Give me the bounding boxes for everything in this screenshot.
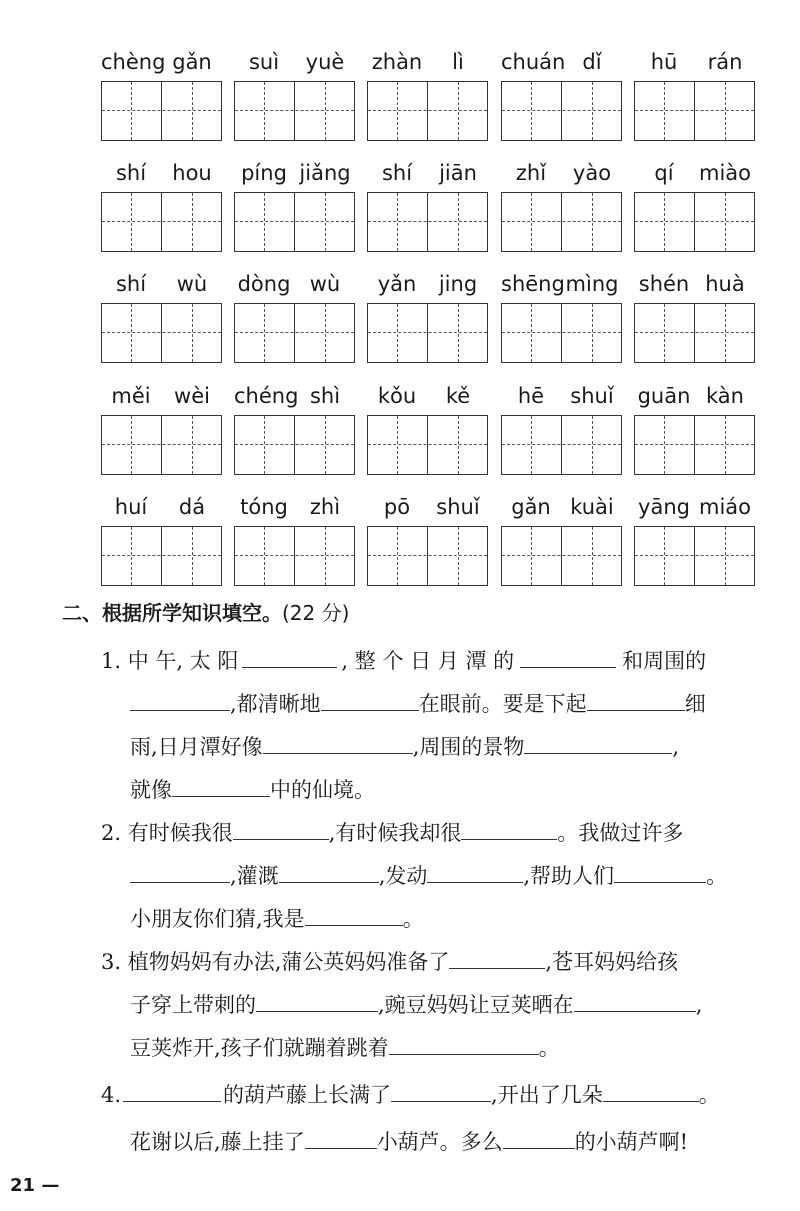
question-2-line-3 (130, 903, 424, 934)
character-writing-box[interactable] (367, 526, 488, 586)
answer-blank[interactable] (574, 989, 696, 1012)
question-text: ,周围的景物 (412, 735, 525, 759)
answer-blank[interactable] (524, 731, 672, 754)
question-text: 2. 有时候我很 (101, 821, 233, 845)
answer-blank[interactable] (427, 860, 523, 883)
question-text: ,开出了几朵 (491, 1083, 603, 1107)
question-text: 中的仙境。 (270, 778, 375, 802)
pinyin-syllable: shí (381, 161, 413, 185)
pinyin-syllable: qí (654, 161, 674, 185)
pinyin-syllable: shuǐ (436, 495, 480, 519)
pinyin-syllable: jiǎng (299, 161, 351, 185)
answer-blank[interactable] (614, 860, 706, 883)
answer-blank[interactable] (263, 731, 413, 754)
question-text: ,灌溉 (230, 864, 279, 888)
question-text: , (672, 735, 680, 759)
pinyin-syllable: wù (309, 272, 341, 296)
pinyin-syllable: miáo (698, 495, 751, 519)
question-1-line-4 (130, 774, 375, 805)
character-writing-box[interactable] (101, 81, 222, 141)
pinyin-syllable: wù (176, 272, 208, 296)
character-writing-box[interactable] (101, 526, 222, 586)
answer-blank[interactable] (242, 645, 337, 668)
answer-blank[interactable] (389, 1032, 539, 1055)
question-text: 花谢以后,藤上挂了 (130, 1130, 305, 1154)
pinyin-syllable: miào (698, 161, 751, 185)
pinyin-syllable: shì (309, 384, 341, 408)
answer-blank[interactable] (391, 1079, 491, 1102)
answer-blank[interactable] (123, 1079, 221, 1102)
pinyin-syllable: hou (172, 161, 212, 185)
character-writing-box[interactable] (501, 81, 622, 141)
pinyin-syllable: yào (572, 161, 612, 185)
section-score: (22 分) (282, 601, 350, 625)
question-1-line-2 (130, 688, 706, 719)
answer-blank[interactable] (587, 688, 685, 711)
character-writing-box[interactable] (501, 303, 622, 363)
question-text: 小葫芦。多么 (376, 1130, 503, 1154)
pinyin-syllable: rán (707, 50, 743, 74)
pinyin-syllable: gǎn (511, 495, 551, 519)
question-text: 在眼前。要是下起 (418, 692, 587, 716)
answer-blank[interactable] (449, 946, 545, 969)
character-writing-box[interactable] (367, 415, 488, 475)
answer-blank[interactable] (305, 1126, 377, 1149)
question-text: 就像 (130, 778, 172, 802)
character-writing-box[interactable] (634, 81, 755, 141)
question-text: 豆荚炸开,孩子们就蹦着跳着 (130, 1036, 389, 1060)
pinyin-syllable: wèi (174, 384, 210, 408)
pinyin-syllable: yāng (638, 495, 690, 519)
answer-blank[interactable] (520, 645, 616, 668)
answer-blank[interactable] (130, 688, 230, 711)
pinyin-syllable: suì (248, 50, 280, 74)
answer-blank[interactable] (305, 903, 403, 926)
question-text: 。 (402, 907, 424, 931)
question-text: 的小葫芦啊! (574, 1130, 689, 1154)
answer-blank[interactable] (233, 817, 329, 840)
question-4-line-2 (130, 1126, 688, 1157)
question-text: 1. 中 午, 太 阳 (101, 649, 239, 673)
question-text: , (695, 993, 703, 1017)
answer-blank[interactable] (256, 989, 378, 1012)
question-text: ,发动 (378, 864, 428, 888)
question-2-line-1 (101, 817, 683, 848)
pinyin-syllable: kě (445, 384, 471, 408)
pinyin-syllable: zhàn (371, 50, 423, 74)
pinyin-syllable: tóng (240, 495, 288, 519)
question-3-line-1 (101, 946, 678, 977)
question-text: ,帮助人们 (523, 864, 615, 888)
question-text: ,都清晰地 (230, 692, 321, 716)
question-text: 子穿上带刺的 (130, 993, 256, 1017)
section-title-text: 二、根据所学知识填空。 (62, 601, 282, 625)
character-writing-box[interactable] (234, 526, 355, 586)
pinyin-syllable: chèng (101, 50, 166, 74)
pinyin-syllable: shēng (501, 272, 565, 296)
character-writing-box[interactable] (367, 81, 488, 141)
pinyin-syllable: shén (638, 272, 690, 296)
answer-blank[interactable] (603, 1079, 699, 1102)
question-1-line-3 (130, 731, 679, 762)
section-heading (62, 597, 349, 626)
pinyin-syllable: zhì (309, 495, 341, 519)
question-text: 。 (706, 864, 728, 888)
answer-blank[interactable] (279, 860, 379, 883)
character-writing-box[interactable] (101, 192, 222, 252)
character-writing-box[interactable] (367, 303, 488, 363)
pinyin-syllable: chéng (234, 384, 299, 408)
pinyin-syllable: huí (114, 495, 148, 519)
question-text: ,苍耳妈妈给孩 (545, 950, 679, 974)
answer-blank[interactable] (130, 860, 230, 883)
pinyin-syllable: mìng (565, 272, 619, 296)
pinyin-syllable: guān (637, 384, 691, 408)
pinyin-syllable: lì (452, 50, 464, 74)
question-text: 的葫芦藤上长满了 (223, 1083, 392, 1107)
question-4-line-1 (101, 1079, 720, 1110)
answer-blank[interactable] (321, 688, 419, 711)
question-2-line-2 (130, 860, 727, 891)
question-text: ,有时候我却很 (328, 821, 462, 845)
question-text: 3. 植物妈妈有办法,蒲公英妈妈准备了 (101, 950, 450, 974)
pinyin-syllable: dá (178, 495, 206, 519)
pinyin-syllable: kuài (570, 495, 614, 519)
pinyin-syllable: shuǐ (570, 384, 614, 408)
pinyin-syllable: chuán (501, 50, 566, 74)
pinyin-syllable: píng (241, 161, 287, 185)
pinyin-syllable: kàn (706, 384, 744, 408)
answer-blank[interactable] (461, 817, 557, 840)
character-writing-box[interactable] (367, 192, 488, 252)
question-text: 4. (101, 1083, 122, 1107)
character-writing-box[interactable] (634, 415, 755, 475)
question-text: 。 (538, 1036, 560, 1060)
character-writing-box[interactable] (634, 192, 755, 252)
question-1-line-1 (101, 645, 706, 676)
question-text: 和周围的 (622, 649, 707, 673)
pinyin-syllable: dòng (237, 272, 291, 296)
question-3-line-3 (130, 1032, 560, 1063)
pinyin-syllable: zhǐ (515, 161, 547, 185)
question-text: ,豌豆妈妈让豆荚晒在 (378, 993, 574, 1017)
pinyin-syllable: yuè (305, 50, 345, 74)
pinyin-syllable: kǒu (377, 384, 417, 408)
character-writing-box[interactable] (101, 415, 222, 475)
pinyin-syllable: hū (650, 50, 678, 74)
character-writing-box[interactable] (234, 415, 355, 475)
answer-blank[interactable] (503, 1126, 575, 1149)
character-writing-box[interactable] (234, 192, 355, 252)
character-writing-box[interactable] (234, 303, 355, 363)
pinyin-syllable: pō (383, 495, 411, 519)
pinyin-syllable: jing (438, 272, 478, 296)
pinyin-syllable: hē (517, 384, 545, 408)
question-text: , 整 个 日 月 潭 的 (341, 649, 515, 673)
pinyin-syllable: huà (705, 272, 745, 296)
question-3-line-2 (130, 989, 702, 1020)
pinyin-syllable: jiān (439, 161, 477, 185)
question-text: 雨,日月潭好像 (130, 735, 263, 759)
question-text: 小朋友你们猜,我是 (130, 907, 305, 931)
pinyin-syllable: měi (111, 384, 151, 408)
pinyin-syllable: shí (115, 272, 147, 296)
pinyin-syllable: gǎn (172, 50, 212, 74)
question-text: 。我做过许多 (557, 821, 684, 845)
page-number: 21 — (10, 1175, 60, 1196)
question-text: 。 (698, 1083, 720, 1107)
character-writing-box[interactable] (101, 303, 222, 363)
pinyin-syllable: yǎn (377, 272, 417, 296)
character-writing-box[interactable] (501, 415, 622, 475)
character-writing-box[interactable] (501, 192, 622, 252)
question-text: 细 (684, 692, 706, 716)
answer-blank[interactable] (172, 774, 270, 797)
pinyin-syllable: dǐ (582, 50, 602, 74)
character-writing-box[interactable] (634, 526, 755, 586)
character-writing-box[interactable] (234, 81, 355, 141)
character-writing-box[interactable] (634, 303, 755, 363)
character-writing-box[interactable] (501, 526, 622, 586)
pinyin-syllable: shí (115, 161, 147, 185)
